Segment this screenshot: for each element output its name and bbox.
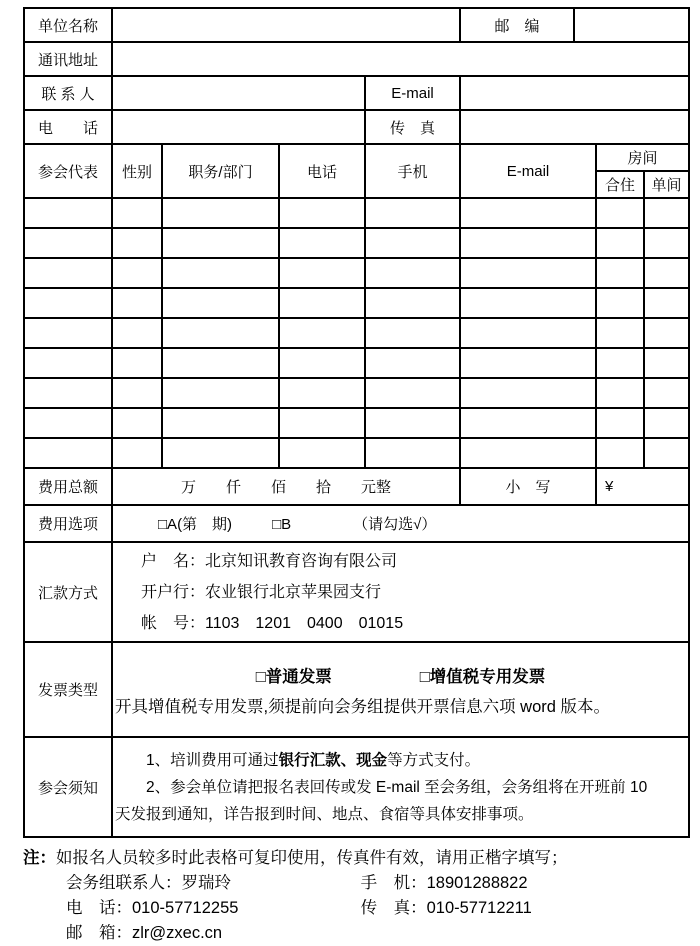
delegate-cell[interactable]: [365, 408, 460, 438]
delegate-cell[interactable]: [112, 318, 162, 348]
fee-total-label: 费用总额: [24, 468, 112, 505]
col-header-gender: 性别: [112, 144, 162, 198]
delegate-cell[interactable]: [112, 258, 162, 288]
registration-form-table: [23, 7, 690, 838]
delegate-header-row: [24, 144, 689, 171]
delegate-cell[interactable]: [112, 348, 162, 378]
remittance-label: 汇款方式: [24, 542, 112, 642]
delegate-cell[interactable]: [24, 348, 112, 378]
delegate-cell[interactable]: [24, 228, 112, 258]
delegate-cell[interactable]: [162, 348, 279, 378]
delegate-cell[interactable]: [365, 198, 460, 228]
delegate-cell[interactable]: [112, 198, 162, 228]
delegate-cell[interactable]: [162, 438, 279, 468]
delegate-cell[interactable]: [644, 198, 689, 228]
delegate-cell[interactable]: [112, 408, 162, 438]
delegate-cell[interactable]: [112, 438, 162, 468]
delegate-cell[interactable]: [596, 408, 644, 438]
organizer-fax-label: 传 真：: [360, 899, 427, 917]
notice-label: 参会须知: [24, 737, 112, 837]
delegate-cell[interactable]: [162, 408, 279, 438]
organizer-phone-label: 电 话：: [66, 899, 132, 917]
delegate-cell[interactable]: [279, 378, 365, 408]
organizer-contact-line: [23, 871, 688, 896]
organizer-contact-name: 罗瑞玲: [181, 874, 231, 892]
postcode-input[interactable]: [574, 8, 689, 42]
unit-name-row: [24, 8, 689, 42]
fee-option-cell: [112, 505, 689, 542]
invoice-note: 开具增值税专用发票,须提前向会务组提供开票信息六项 word 版本。: [115, 697, 611, 716]
invoice-type-label: 发票类型: [24, 642, 112, 737]
delegate-cell[interactable]: [596, 348, 644, 378]
delegate-cell[interactable]: [162, 228, 279, 258]
organizer-email-address: zlr@zxec.cn: [132, 924, 223, 942]
delegate-cell[interactable]: [24, 288, 112, 318]
note-prefix: 注：: [23, 849, 56, 867]
address-label: 通讯地址: [24, 42, 112, 76]
delegate-cell[interactable]: [279, 318, 365, 348]
delegate-cell[interactable]: [365, 378, 460, 408]
delegate-cell[interactable]: [644, 258, 689, 288]
remittance-row: [24, 542, 689, 642]
yen-sign: ¥: [605, 478, 614, 495]
fee-option-label: 费用选项: [24, 505, 112, 542]
delegate-cell[interactable]: [460, 198, 596, 228]
delegate-cell[interactable]: [596, 228, 644, 258]
organizer-phone: [66, 896, 356, 921]
delegate-cell[interactable]: [24, 318, 112, 348]
delegate-cell[interactable]: [24, 408, 112, 438]
notice-line-1-text: 1、培训费用可通过: [146, 751, 279, 769]
delegate-cell[interactable]: [365, 228, 460, 258]
delegate-cell[interactable]: [596, 438, 644, 468]
phone-label: 电 话: [24, 110, 112, 144]
delegate-empty-row: [24, 408, 689, 438]
delegate-empty-row: [24, 438, 689, 468]
delegate-cell[interactable]: [460, 378, 596, 408]
phone-input[interactable]: [112, 110, 365, 144]
col-header-room: 房间: [596, 144, 689, 171]
organizer-contact: [66, 871, 356, 896]
organizer-fax-number: 010-57712211: [426, 899, 532, 917]
delegate-cell[interactable]: [460, 258, 596, 288]
organizer-email-line: [23, 921, 688, 946]
address-input[interactable]: [112, 42, 689, 76]
remittance-bank: 开户行：农业银行北京苹果园支行: [141, 583, 382, 601]
delegate-cell[interactable]: [460, 438, 596, 468]
postcode-label: 邮 编: [460, 8, 574, 42]
notice-row: [24, 737, 689, 837]
delegate-cell[interactable]: [644, 438, 689, 468]
notice-line-1: [115, 747, 686, 774]
organizer-mobile: [361, 874, 528, 892]
remittance-account-number: 帐 号：1103 1201 0400 01015: [141, 614, 404, 632]
delegate-cell[interactable]: [24, 258, 112, 288]
delegate-cell[interactable]: [162, 258, 279, 288]
delegate-cell[interactable]: [460, 228, 596, 258]
delegate-cell[interactable]: [460, 318, 596, 348]
col-header-phone: 电话: [279, 144, 365, 198]
invoice-vat-checkbox[interactable]: □增值税专用发票: [419, 667, 546, 686]
delegate-cell[interactable]: [644, 378, 689, 408]
delegate-cell[interactable]: [162, 378, 279, 408]
contact-person-row: [24, 76, 689, 110]
delegate-cell[interactable]: [279, 408, 365, 438]
fee-total-figures-input[interactable]: [596, 468, 689, 505]
unit-name-input[interactable]: [112, 8, 460, 42]
delegate-cell[interactable]: [596, 198, 644, 228]
fax-input[interactable]: [460, 110, 689, 144]
fax-label: 传 真: [365, 110, 460, 144]
col-header-duty: 职务/部门: [162, 144, 279, 198]
organizer-fax: [361, 899, 532, 917]
delegate-cell[interactable]: [596, 378, 644, 408]
delegate-cell[interactable]: [279, 438, 365, 468]
col-header-email: E-mail: [460, 144, 596, 198]
delegate-cell[interactable]: [365, 318, 460, 348]
contact-email-label: E-mail: [365, 76, 460, 110]
remittance-account-name: 户 名：北京知讯教育咨询有限公司: [141, 552, 398, 570]
organizer-email-label: 邮 箱：: [66, 924, 132, 942]
phone-fax-row: [24, 110, 689, 144]
notice-line-3: 天发报到通知，详告报到时间、地点、食宿等具体安排事项。: [115, 805, 534, 823]
notice-line-1-bold: 银行汇款、现金: [278, 751, 388, 769]
delegate-cell[interactable]: [24, 438, 112, 468]
delegate-cell[interactable]: [279, 348, 365, 378]
col-header-representative: 参会代表: [24, 144, 112, 198]
organizer-mobile-number: 18901288822: [426, 874, 528, 892]
delegate-empty-row: [24, 288, 689, 318]
fee-option-hint: （请勾选√）: [353, 516, 437, 533]
delegate-cell[interactable]: [24, 378, 112, 408]
fee-total-figures-label: 小 写: [460, 468, 596, 505]
delegate-cell[interactable]: [644, 348, 689, 378]
delegate-cell[interactable]: [279, 228, 365, 258]
delegate-cell[interactable]: [162, 288, 279, 318]
delegate-cell[interactable]: [112, 228, 162, 258]
delegate-cell[interactable]: [596, 318, 644, 348]
fee-option-row: [24, 505, 689, 542]
contact-email-input[interactable]: [460, 76, 689, 110]
col-header-room-shared: 合住: [596, 171, 644, 198]
col-header-mobile: 手机: [365, 144, 460, 198]
delegate-cell[interactable]: [644, 228, 689, 258]
organizer-email: [66, 924, 222, 942]
footer-notes: [23, 846, 688, 946]
delegate-empty-row: [24, 348, 689, 378]
delegate-cell[interactable]: [644, 318, 689, 348]
fee-total-words-input[interactable]: 万 仟 佰 拾 元整: [112, 468, 460, 505]
delegate-cell[interactable]: [112, 378, 162, 408]
invoice-type-row: [24, 642, 689, 737]
delegate-cell[interactable]: [460, 288, 596, 318]
invoice-details: [112, 642, 689, 737]
notice-details: [112, 737, 689, 837]
notice-line-2: 2、参会单位请把报名表回传或发 E-mail 至会务组，会务组将在开班前 10: [146, 778, 648, 796]
delegate-cell[interactable]: [644, 408, 689, 438]
note-text: 如报名人员较多时此表格可复印使用，传真件有效，请用正楷字填写；: [56, 849, 568, 867]
fee-option-b-checkbox[interactable]: □B: [272, 516, 292, 533]
delegate-cell[interactable]: [644, 288, 689, 318]
delegate-cell[interactable]: [365, 438, 460, 468]
delegate-empty-row: [24, 198, 689, 228]
delegate-cell[interactable]: [460, 348, 596, 378]
delegate-cell[interactable]: [279, 198, 365, 228]
delegate-cell[interactable]: [24, 198, 112, 228]
address-row: [24, 42, 689, 76]
delegate-empty-row: [24, 318, 689, 348]
delegate-cell[interactable]: [162, 198, 279, 228]
remittance-details: [112, 542, 689, 642]
notice-line-1-tail: 等方式支付。: [387, 751, 481, 769]
organizer-mobile-label: 手 机：: [360, 874, 427, 892]
col-header-room-single: 单间: [644, 171, 689, 198]
organizer-phone-line: [23, 896, 688, 921]
delegate-empty-row: [24, 258, 689, 288]
delegate-cell[interactable]: [460, 408, 596, 438]
delegate-cell[interactable]: [112, 288, 162, 318]
delegate-cell[interactable]: [162, 318, 279, 348]
note-line: [23, 846, 688, 871]
delegate-empty-row: [24, 378, 689, 408]
delegate-empty-row: [24, 228, 689, 258]
contact-person-input[interactable]: [112, 76, 365, 110]
invoice-options: [113, 663, 688, 687]
organizer-phone-number: 010-57712255: [132, 899, 239, 917]
delegate-cell[interactable]: [596, 258, 644, 288]
delegate-cell[interactable]: [365, 348, 460, 378]
delegate-cell[interactable]: [279, 288, 365, 318]
delegate-cell[interactable]: [365, 288, 460, 318]
contact-person-label: 联 系 人: [24, 76, 112, 110]
unit-name-label: 单位名称: [24, 8, 112, 42]
delegate-cell[interactable]: [279, 258, 365, 288]
organizer-contact-label: 会务组联系人：: [66, 874, 182, 892]
delegate-cell[interactable]: [365, 258, 460, 288]
fee-total-row: [24, 468, 689, 505]
fee-option-a-checkbox[interactable]: □A(第 期): [158, 516, 233, 533]
invoice-ordinary-checkbox[interactable]: □普通发票: [255, 667, 332, 686]
delegate-cell[interactable]: [596, 288, 644, 318]
